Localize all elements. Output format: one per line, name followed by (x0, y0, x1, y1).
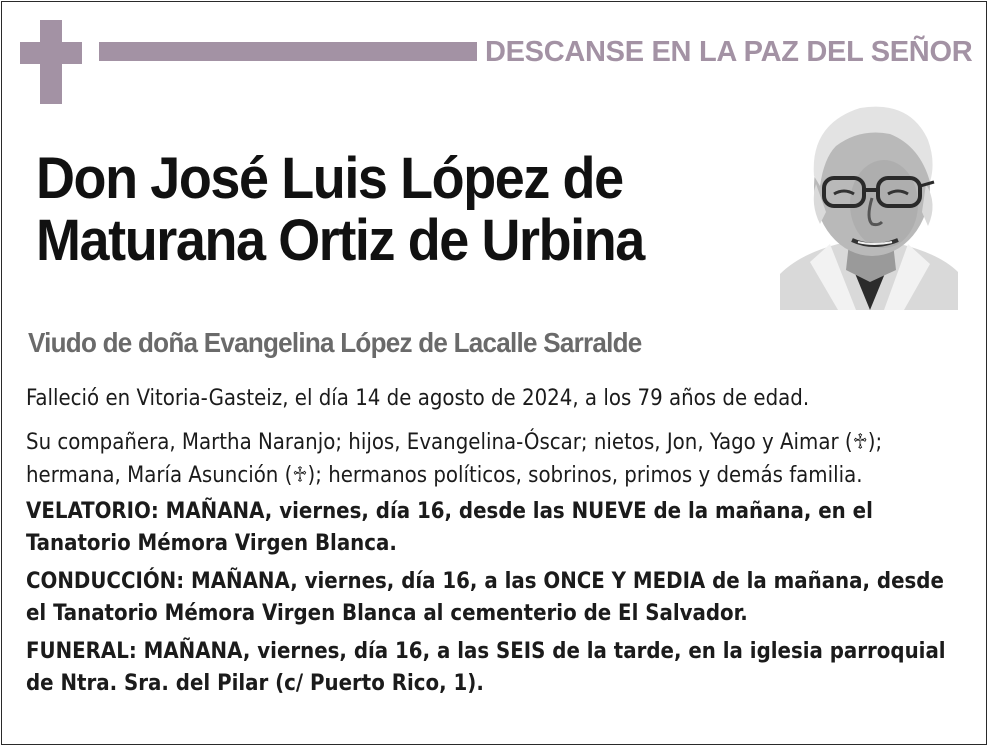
velatorio-info: VELATORIO: MAÑANA, viernes, día 16, desde las NUEVE de la mañana, en el Tanatorio Mémora Virgen Blanca. (26, 499, 873, 556)
obituary-notice (1, 1, 987, 745)
death-statement: Falleció en Vitoria-Gasteiz, el día 14 de agosto de 2024, a los 79 años de edad. (26, 386, 810, 411)
deceased-name-line1: Don José Luis López de (36, 146, 623, 211)
portrait-photo (780, 94, 958, 310)
conduccion-info: CONDUCCIÓN: MAÑANA, viernes, día 16, a las ONCE Y MEDIA de la mañana, desde el Tanatorio Mémora Virgen Blanca al cementerio de El Salvador. (26, 569, 944, 626)
deceased-name (36, 148, 743, 272)
widow-line: Viudo de doña Evangelina López de Lacalle Sarralde (28, 327, 642, 358)
deceased-name-line2: Maturana Ortiz de Urbina (36, 208, 644, 273)
funeral-info: FUNERAL: MAÑANA, viernes, día 16, a las SEIS de la tarde, en la iglesia parroquial de Ntra. Sra. del Pilar (c/ Puerto Rico, 1). (26, 639, 946, 696)
family-list: Su compañera, Martha Naranjo; hijos, Evangelina-Óscar; nietos, Jon, Yago y Aimar (♱); hermana, María Asunción (♱); hermanos políticos, sobrinos, primos y demás familia. (26, 430, 883, 488)
header-tagline: DESCANSE EN LA PAZ DEL SEÑOR (485, 36, 973, 68)
latin-cross-icon (20, 20, 82, 104)
notice-body (26, 382, 966, 706)
header-divider-bar (99, 42, 477, 61)
